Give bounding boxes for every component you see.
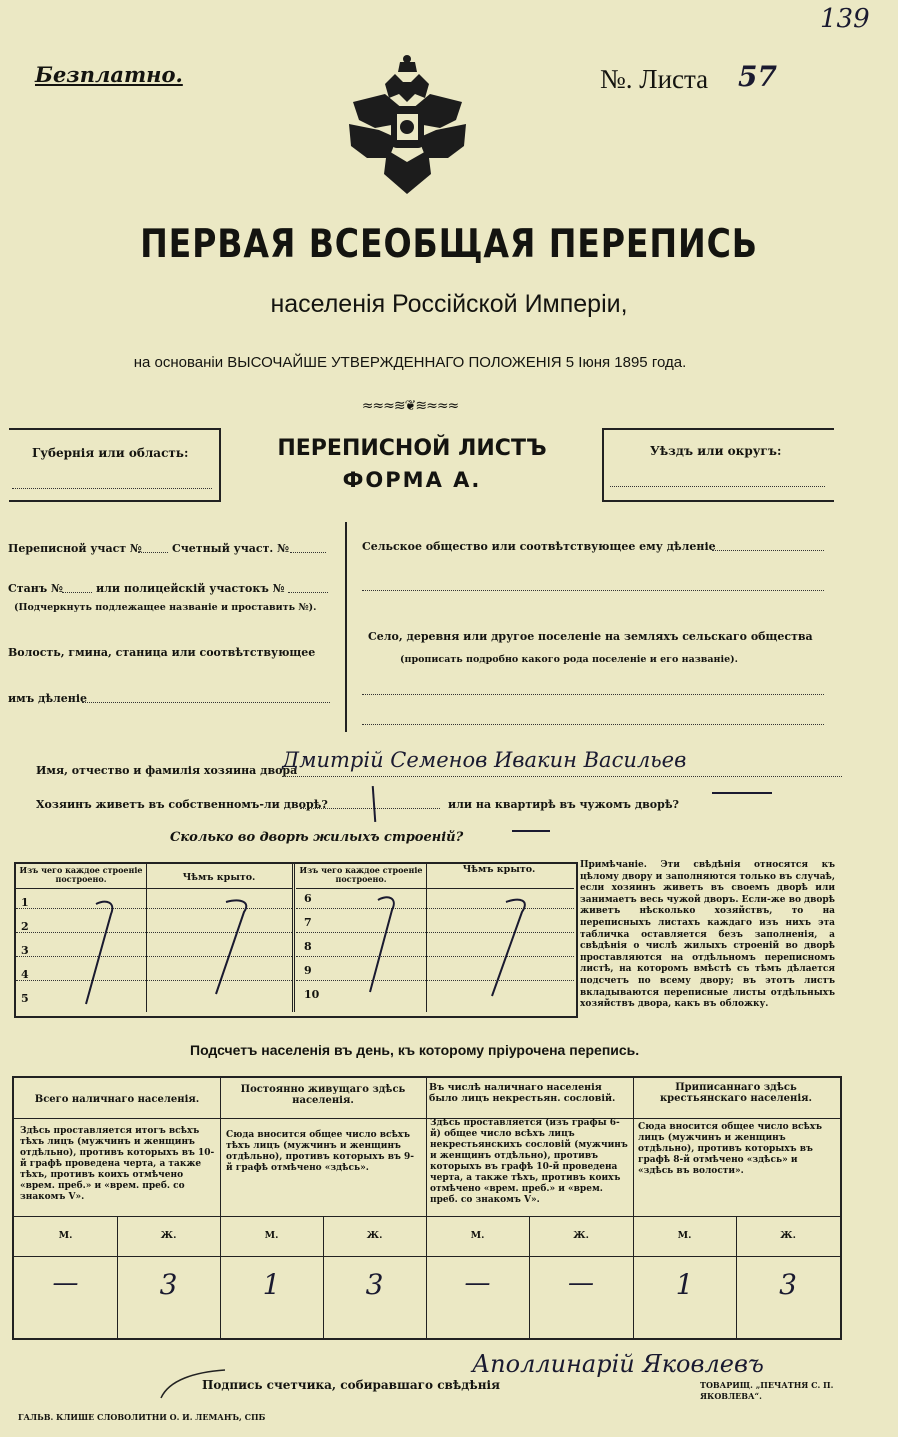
buildings-question: Сколько во дворѣ жилыхъ строеній? [170,830,464,845]
buildings-table-right [296,864,574,1012]
table-row-line [14,1216,840,1217]
ornament-divider: ≈≈≈≋❦≋≈≈≈ [361,398,459,414]
handwritten-dash-marks [356,892,556,1010]
table-row-line [14,1118,840,1119]
corner-number: 139 [820,4,870,34]
stan-label: Станъ № [8,582,63,595]
rural-society-field-2[interactable] [362,590,824,591]
col1-m-value[interactable]: — [52,1268,79,1298]
sheet-number-value: 57 [738,60,777,93]
row-label: 10 [304,988,320,1001]
owner-lives-alt-mark [712,792,772,794]
handwritten-dash-marks [76,894,276,1012]
col2-m-value[interactable]: 1 [262,1268,281,1301]
province-box [9,428,221,502]
form-title: ПЕРЕПИСНОЙ ЛИСТЪ [277,436,547,461]
village-note: (прописать подробно какого рода поселеніе и его названіе). [400,654,738,665]
rural-society-field[interactable] [712,550,824,551]
owner-label: Имя, отчество и фамилія хозяина двора [36,764,298,777]
count-heading: Подсчетъ населенія въ день, къ которому пріурочена перепись. [190,1042,640,1058]
row-label: 4 [21,968,29,981]
district-field[interactable] [610,486,825,487]
population-table [12,1076,842,1340]
col3-title: Въ числѣ наличнаго населенія было лицъ некрестьян. сословій. [429,1082,616,1104]
table-header-line [296,888,574,889]
col4-title: Приписаннаго здѣсь крестьянскаго населенія. [659,1082,813,1104]
rural-society-label: Сельское общество или соотвѣтствующее ему дѣленіе [362,540,716,553]
row-label: 1 [21,896,29,909]
count-district-field[interactable] [290,552,326,553]
col2-f-label: Ж. [366,1230,383,1241]
volost-label-2: имъ дѣленіе [8,692,88,705]
row-label: 2 [21,920,29,933]
col1-m-label: М. [58,1230,73,1241]
col4-f-value[interactable]: 3 [779,1268,797,1301]
row-label: 6 [304,892,312,905]
col2-title: Постоянно живущаго здѣсь населенія. [240,1084,406,1106]
volost-field[interactable] [82,702,330,703]
table-col-line [426,1078,427,1338]
col-material-header: Изъ чего каждое строеніе построено. [19,865,143,884]
footer-right: ТОВАРИЩ. „ПЕЧАТНЯ С. П. ЯКОВЛЕВА“. [700,1380,834,1401]
row-label: 9 [304,964,312,977]
buildings-answer-mark [512,830,550,832]
census-subtitle: населенія Россійской Имперіи, [270,290,628,318]
col3-f-label: Ж. [573,1230,589,1241]
col1-f-value[interactable]: 3 [159,1268,178,1301]
police-field[interactable] [288,592,328,593]
row-label: 3 [21,944,29,957]
col2-m-label: М. [264,1230,279,1241]
owner-lives-alt-label: или на квартирѣ въ чужомъ дворѣ? [448,798,679,811]
table-row-line [14,1256,840,1257]
buildings-table [14,862,578,1018]
note-text: Примѣчаніе. Эти свѣдѣнія относятся къ цѣлому двору и заполняются только въ случаѣ, если хозяинъ живетъ въ своемъ дворѣ или занимаетъ весь чужой дворъ. Если-же во дворѣ живетъ нѣсколько хозяйствъ, то на переписныхъ листахъ каждаго изъ нихъ эта табличка оставляется безъ заполненія, а свѣдѣнія о числѣ жилыхъ строеній во дворѣ проставляются на отдѣльномъ переписномъ листѣ, на которомъ вмѣстѣ съ тѣмъ дѣлается подсчетъ по всему двору; въ этотъ листъ вкладываются переписные листы отдѣльныхъ хозяйствъ двора, какъ въ обложку. [580,860,835,1010]
col3-f-value[interactable]: — [568,1268,594,1298]
census-district-field[interactable] [138,552,168,553]
col1-desc: Здѣсь проставляется итогъ всѣхъ тѣхъ лицъ (мужчинъ и женщинъ отдѣльно), противъ которыхъ въ 10-й графѣ проведена черта, а также тѣхъ, противъ коихъ отмѣчено «врем. преб.» и «врем. преб. со знакомъ V». [20,1126,215,1202]
footer-left: ГАЛЬВ. КЛИШЕ СЛОВОЛИТНИ О. И. ЛЕМАНЪ, СПБ [18,1412,266,1422]
village-label: Село, деревня или другое поселеніе на земляхъ сельскаго общества [368,630,813,643]
row-label: 7 [304,916,312,929]
stan-field[interactable] [62,592,92,593]
free-label: Безплатно. [35,62,183,87]
col4-desc: Сюда вносится общее число всѣхъ лицъ (мужчинъ и женщинъ отдѣльно), противъ которыхъ въ графѣ 8-й отмѣчено «здѣсь» и «здѣсь въ волости». [638,1122,823,1176]
col2-desc: Сюда вносится общее число всѣхъ тѣхъ лицъ (мужчинъ и женщинъ отдѣльно), противъ которыхъ въ 9-й графѣ отмѣчено «здѣсь». [226,1130,414,1173]
province-field[interactable] [12,488,212,489]
signature-label: Подпись счетчика, собиравшаго свѣдѣнія [202,1378,500,1392]
village-field-2[interactable] [362,724,824,725]
underline-note: (Подчеркнуть подлежащее названіе и проставить №). [14,602,317,613]
census-basis: на основаніи ВЫСОЧАЙШЕ УТВЕРЖДЕННАГО ПОЛОЖЕНІЯ 5 Іюня 1895 года. [133,354,687,371]
column-divider [345,522,347,732]
col2-f-value[interactable]: 3 [365,1268,384,1301]
owner-name-line [282,776,842,777]
col3-m-label: М. [470,1230,485,1241]
row-label: 5 [21,992,29,1005]
col4-f-label: Ж. [780,1230,796,1241]
owner-lives-field[interactable] [300,808,440,809]
col3-m-value[interactable]: — [464,1268,491,1298]
double-headed-eagle-emblem [345,54,470,204]
count-district-label: Счетный участ. № [172,542,290,555]
col-roof-header: Чѣмъ крыто. [182,872,256,883]
village-field[interactable] [362,694,824,695]
district-label: Уѣздъ или округъ: [650,444,782,458]
owner-lives-mark [372,786,377,822]
form-subtitle: ФОРМА А. [342,468,482,492]
owner-lives-label: Хозяинъ живетъ въ собственномъ-ли дворѣ? [36,798,328,811]
row-label: 8 [304,940,312,953]
province-label: Губернія или область: [32,446,189,460]
buildings-table-left [16,864,295,1012]
col-material-header: Изъ чего каждое строеніе построено. [299,865,423,884]
col4-m-label: М. [677,1230,692,1241]
col4-m-value[interactable]: 1 [675,1268,694,1301]
sheet-number-label: №. Листа [600,64,709,94]
census-title: ПЕРВАЯ ВСЕОБЩАЯ ПЕРЕПИСЬ [140,222,758,267]
col-roof-header: Чѣмъ крыто. [462,864,536,875]
district-box [602,428,834,502]
police-label: или полицейскій участокъ № [96,582,285,595]
volost-label: Волость, гмина, станица или соотвѣтствующее [8,646,316,659]
col1-f-label: Ж. [160,1230,177,1241]
col3-desc: Здѣсь проставляется (изъ графы 6-й) общее число всѣхъ лицъ некрестьянскихъ сословій (мужчинъ и женщинъ отдѣльно), противъ которыхъ въ графѣ 10-й проведена черта, а также тѣхъ, противъ коихъ отмѣчено «врем. преб.» и «врем. преб. со знакомъ V». [430,1118,628,1205]
enumerator-signature[interactable]: Аполлинарій Яковлевъ [472,1350,764,1378]
col1-title: Всего наличнаго населенія. [34,1094,200,1105]
owner-name-handwritten[interactable]: Дмитрій Семенов Ивакин Васильев [282,748,687,772]
census-district-label: Переписной участ № [8,542,142,555]
table-header-line [16,888,292,889]
